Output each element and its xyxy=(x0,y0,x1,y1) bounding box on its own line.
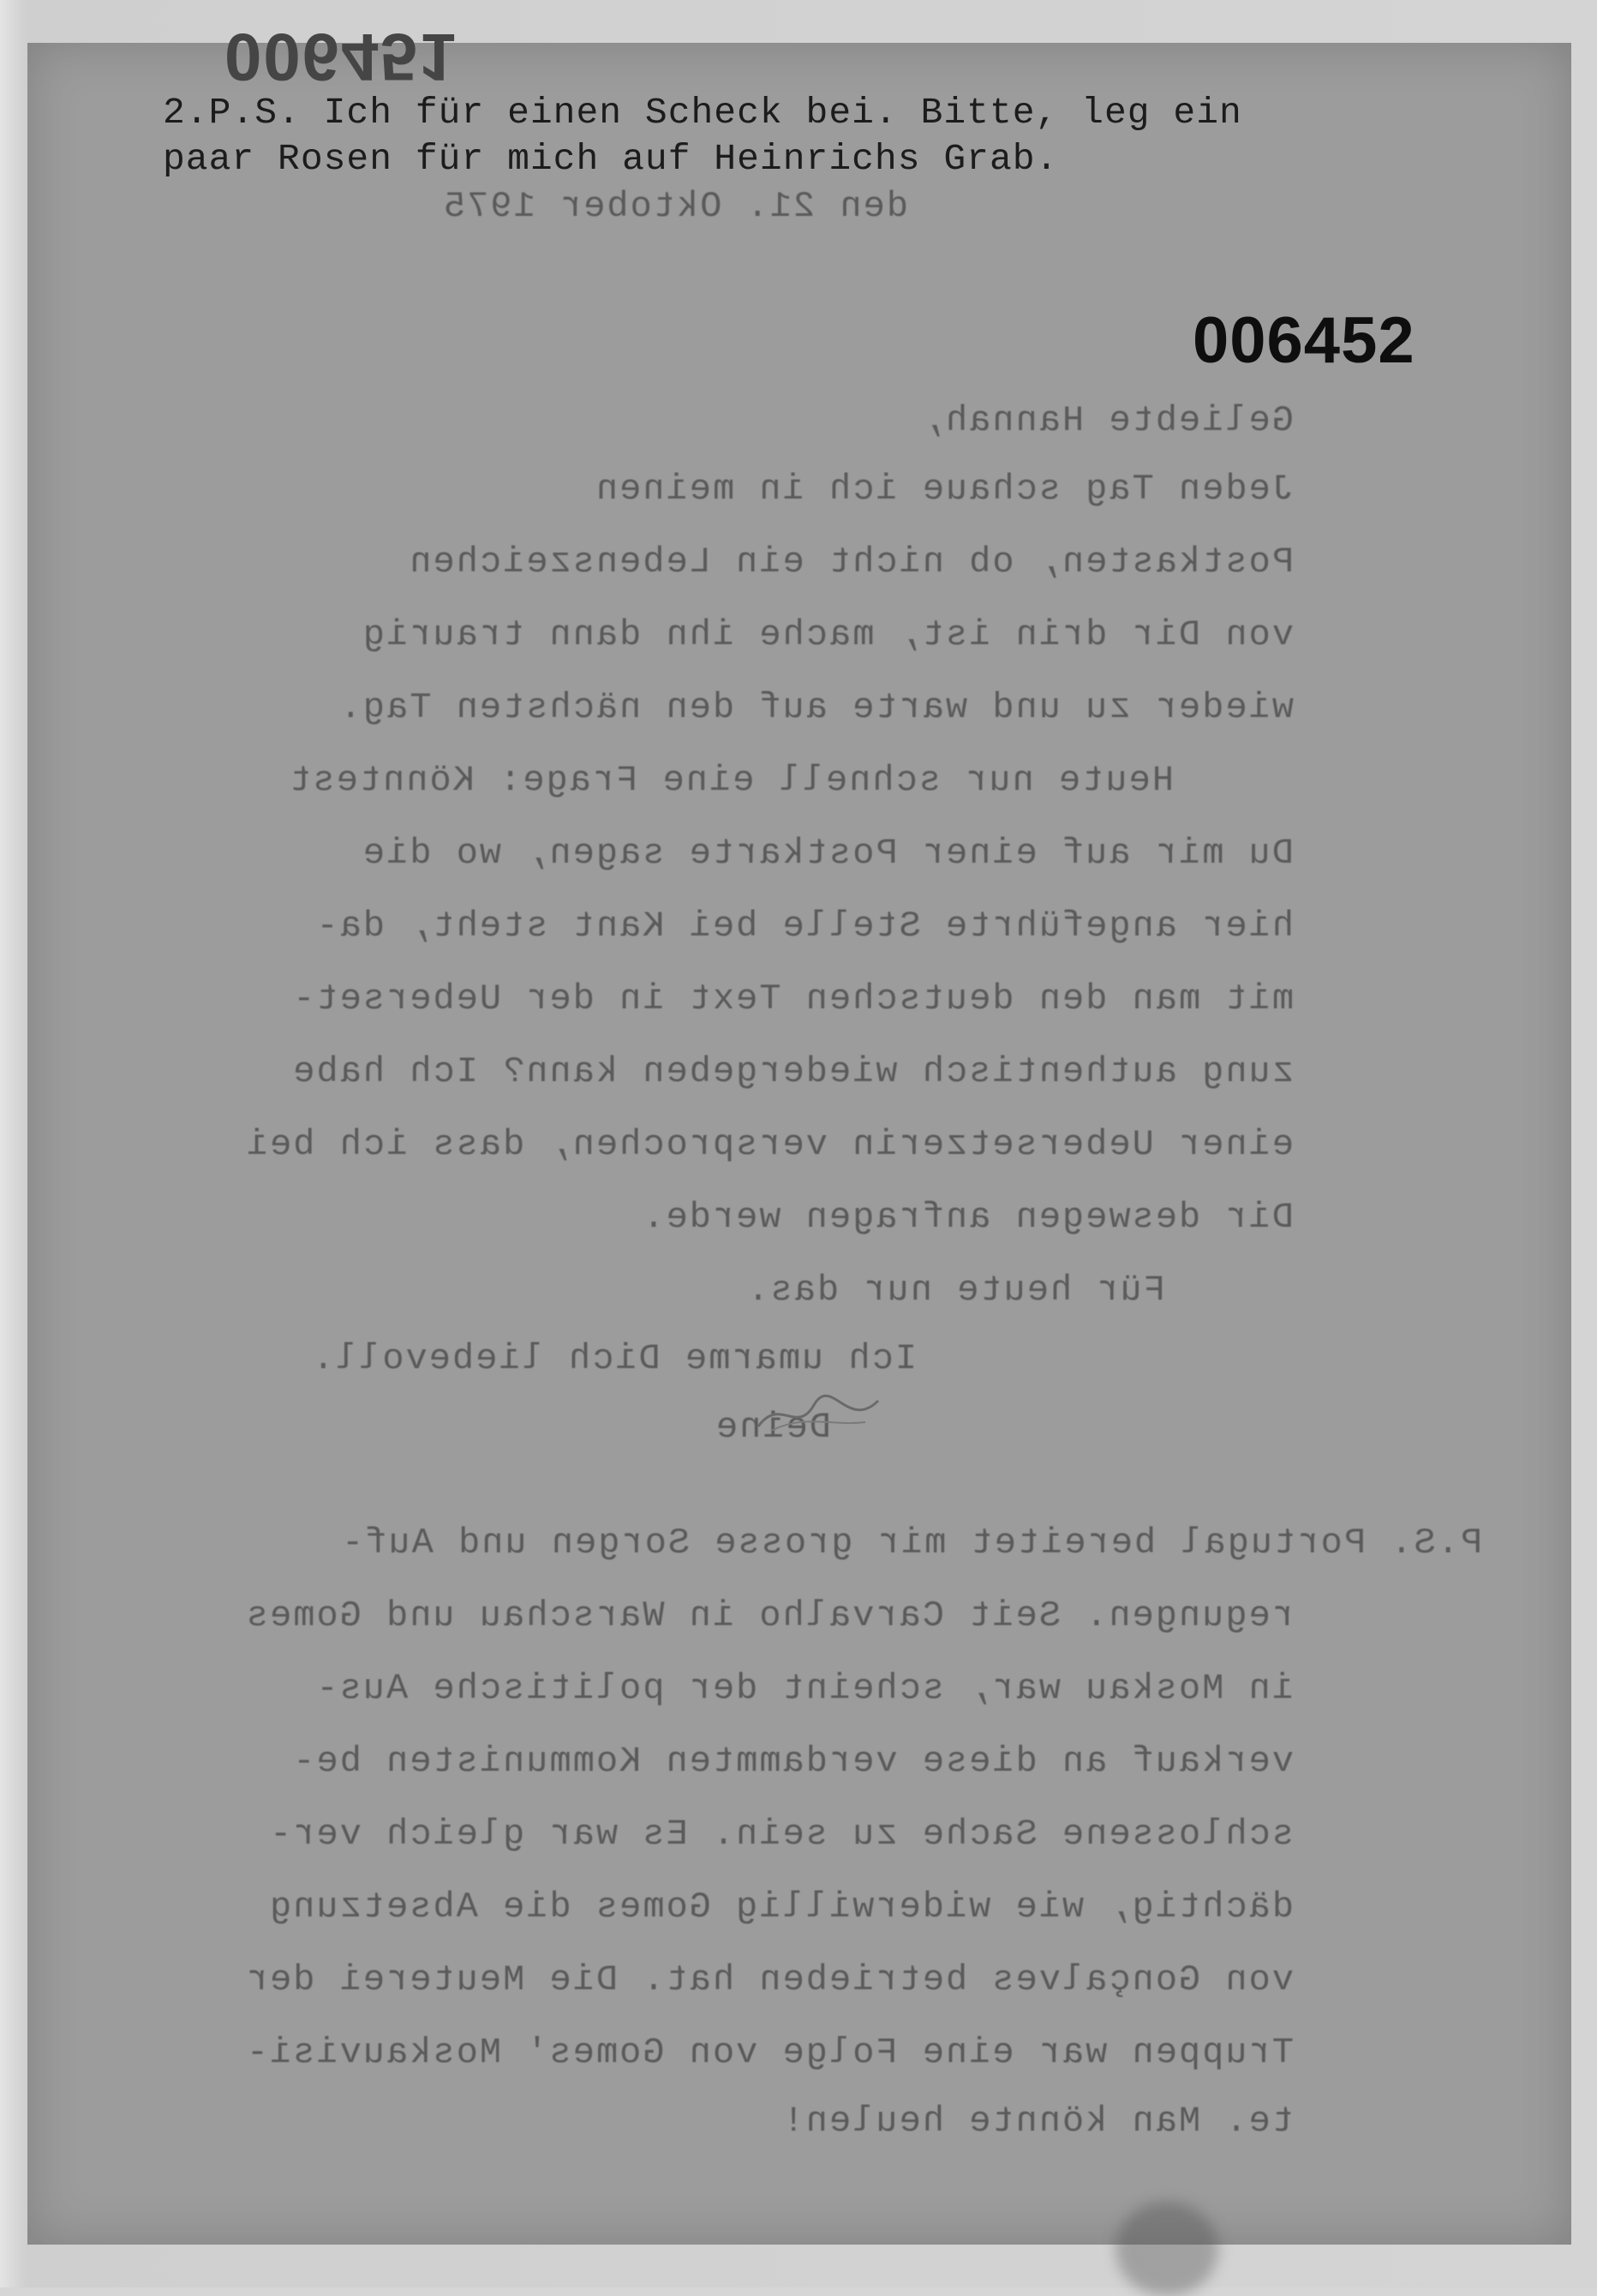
letter-ps-line: regungen. Seit Carvalho in Warschau und Gomes xyxy=(244,1595,1294,1636)
archive-stamp-top: 006451 xyxy=(224,20,458,95)
letter-line: Heute nur schnell eine Frage: Könntest xyxy=(288,760,1174,801)
letter-line: von Dir drin ist, mache ihn dann traurig xyxy=(361,614,1294,655)
signature-scribble xyxy=(754,1388,882,1439)
letter-ps-line: Truppen war eine Folge von Gomes' Moskauvisi- xyxy=(244,2032,1294,2073)
letter-ps-line: von Gonçalves betrieben hat. Die Meuterei der xyxy=(244,1959,1294,2000)
letter-line: mit man den deutschen Text in der Ueberset- xyxy=(291,978,1294,1019)
letter-line: einer Uebersetzerin versprochen, dass ich bei xyxy=(244,1124,1294,1165)
letter-line: Jeden Tag schaue ich in meinen xyxy=(594,469,1294,510)
letter-line: Dir deswegen anfragen werde. xyxy=(641,1197,1294,1238)
letter-line: Postkasten, ob nicht ein Lebenszeichen xyxy=(408,541,1294,583)
letter-line: wieder zu und warte auf den nächsten Tag. xyxy=(338,687,1294,728)
letter-ps-line: verkauf an diese verdammten Kommunisten be- xyxy=(291,1741,1294,1782)
letter-ps-line: dächtig, wie widerwillig Gomes die Absetzung xyxy=(268,1886,1294,1928)
letter-salutation: Geliebte Hannah, xyxy=(920,400,1294,441)
postscript-line-1: 2.P.S. Ich für einen Scheck bei. Bitte, leg ein xyxy=(163,92,1242,134)
letter-line: hier angeführte Stelle bei Kant steht, da- xyxy=(314,906,1294,947)
letter-line: Für heute nur das. xyxy=(745,1270,1165,1311)
letter-line: Du mir auf einer Postkarte sagen, wo die xyxy=(361,833,1294,874)
letter-ps-line: schlossene Sache zu sein. Es war gleich ver- xyxy=(268,1814,1294,1855)
archive-stamp-number: 006452 xyxy=(1193,304,1415,377)
mirrored-bleed-through-letter xyxy=(111,154,1482,2142)
letter-date: den 21. Oktober 1975 xyxy=(441,186,908,227)
letter-line: Ich umarme Dich liebevoll. xyxy=(310,1338,917,1379)
letter-ps-line: te. Man könnte heulen! xyxy=(781,2101,1294,2142)
postscript-line-2: paar Rosen für mich auf Heinrichs Grab. xyxy=(163,138,1059,180)
letter-closing: Deine xyxy=(714,1407,831,1448)
ink-stain xyxy=(1116,2202,1218,2296)
letter-line: zung authentisch wiedergeben kann? Ich habe xyxy=(291,1051,1294,1092)
letter-ps-line: P.S. Portugal bereitet mir grosse Sorgen und Auf- xyxy=(339,1522,1482,1564)
letter-ps-line: in Moskau war, scheint der politische Aus- xyxy=(314,1668,1294,1709)
